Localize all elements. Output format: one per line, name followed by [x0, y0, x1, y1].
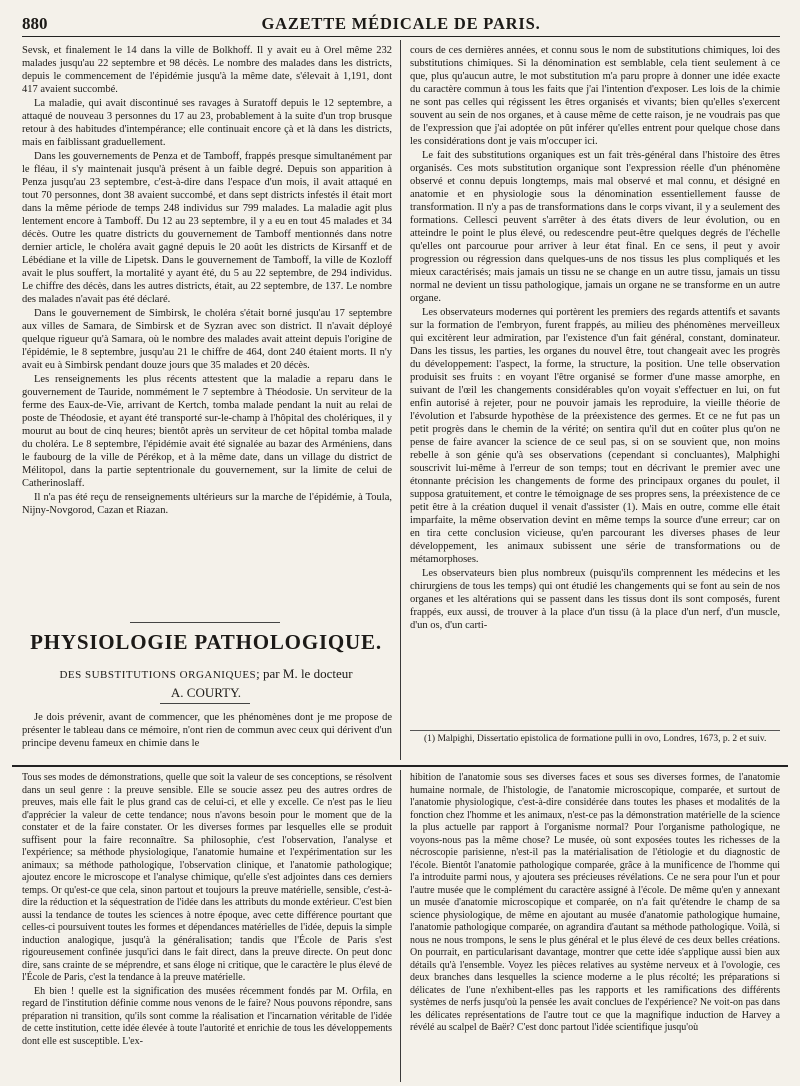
footnote-rule	[410, 730, 780, 731]
section-title: PHYSIOLOGIE PATHOLOGIQUE.	[30, 630, 382, 654]
article-author: A. COURTY.	[170, 685, 242, 700]
cholera-paragraph-5: Les renseignements les plus récents attestent que la maladie a reparu dans le gouvernement de Tauride, nommément le 7 septembre à Théodosie. Un serviteur de la ferme des Eaux-de-Vie, arrivant de Kertch, tomba malade pendant la nuit au relai de poste de Théodosie, et ayant été transporté sur-le-champ à l'hôpital des cholériques, il y mourut au bout de cinq heures; bientôt après un serviteur de cet hôpital tomba malade du choléra. Le 8 septembre, l'épidémie avait été signalée au bazar des Arméniens, dans le faubourg de la ville de Pérékop, et à la même date, dans un village du district de Mélitopol, dans la partie septentrionale du gouvernement, sur la limite de celui de Catherinoslaff.	[22, 374, 392, 489]
article-paragraph-3: Les observateurs modernes qui portèrent les premiers des regards attentifs et savants sur la formation de l'embryon, furent frappés, au milieu des phénomènes merveilleux qui excitèrent leur admiration, par l'existence d'un fait général, constant, dominateur. Dans les tissus, les parties, les organes du nouvel être, tout changeait avec les progrès du développement: l'aspect, la forme, la structure, la position. Une telle observation produisit ses fruits : en voyant l'être organisé se former d'une masse amorphe, en suivant de l'œil les changements considérables qu'on voyait s'effectuer en lui, on fut enfin autorisé à rejeter, pour ne pouvoir jamais les reproduire, la vieille théorie de l'évolution et l'absurde hypothèse de la préexistence des germes. Et ce ne fut pas un petit progrès dans le chemin de la vérité; on sentira qu'il dut en coûter plus qu'on ne pense de faire avancer la science de ce seul pas, si on se souvient que, non moins rebelle à son génie qu'à ses observations (cependant si concluantes), Malphighi souscrivit lui-même à l'erreur de son temps; tout en décrivant le premier avec une étonnante précision les changements de forme des principaux organes du poulet, il supposa gratuitement, et contre le témoignage de ses propres sens, la préexistence de ce petit être à la création duquel il venait d'assister (1). Mais en outre, comme elle était imparfaite, la même observation devint en même temps la source d'une erreur; car on en tira cette conclusion vicieuse, qu'en parcourant les diverses phases de leur développement, les animaux subissent une série de transformations ou de métamorphoses.	[410, 307, 780, 565]
column-divider-lower	[400, 770, 401, 1082]
article-subtitle	[22, 665, 390, 701]
right-column-upper	[410, 44, 780, 632]
article-paragraph-4: Les observateurs bien plus nombreux (puisqu'ils comprennent les médecins et les chirurgiens de tous les temps) qui ont étudié les changements qui se font au sein de nos organes et les altérations qui se passent dans les tissus dont ils sont composés, furent frappés, eux aussi, de trouver à la place d'un tissu (à la place d'un nerf, d'un muscle, d'un os, d'un carti-	[410, 568, 780, 631]
column-divider-upper	[400, 40, 401, 760]
museum-paragraph-3: hibition de l'anatomie sous ses diverses faces et sous ses diverses formes, de l'anatomie humaine normale, de l'histologie, de l'anatomie microscopique, comparée, et surtout de l'anatomie physiologique, c'est-à-dire considérée dans toutes les phases et modalités de la fonction chez l'homme et les animaux, n'est-ce pas la démonstration matérielle de la science la plus actuelle par rapport à l'organisme normal? Pour l'organisme pathologique, ne voyons-nous pas la même chose? Le musée, où sont exposées toutes les richesses de la nécroscopie parisienne, n'est-il pas la matérialisation de l'étiologie et du diagnostic de l'école. Bientôt l'anatomie pathologique comparée, grâce à la munificence de l'homme qui l'a introduite parmi nous, y ajoutera ses précieuses révélations. Ce ne sera pour l'un et pour l'autre musée que le complément du caractère assigné à l'école. De même qu'en y annexant un musée d'anatomie microscopique et comparée, on n'a fait qu'étendre le champ de sa science physiologique, de même en ajoutant au musée d'anatomie pathologique humaine, l'anatomie pathologique comparée, on agrandira d'autant sa méthode pathologique. Voilà, si nous ne nous trompons, le sens le plus général et le plus élevé de ces deux belles créations. On pourrait, en particularisant davantage, montrer que cette idée s'applique aussi bien aux détails qu'à l'ensemble. Voyez les pièces relatives au système nerveux et à l'ovologie, ces deux branches dans lesquelles la science moderne a le plus récolté; les préparations si délicates de l'une n'exhibent-elles pas les rapports et les ramifications des différents systèmes de nerfs jusqu'où la pensée les avait conclues de l'expérience? Ne voit-on pas dans les délicates représentations de l'autre tout ce que la magnifique induction de Harvey a révélé au scalpel de Baër? C'est donc partout l'idée scientifique jusqu'où	[410, 772, 780, 1033]
right-column-lower	[410, 772, 780, 1035]
left-column-intro	[22, 711, 392, 750]
cholera-paragraph-3: Dans les gouvernements de Penza et de Tamboff, frappés presque simultanément par le fléau, il s'y maintenait jusqu'à présent à un faible degré. Depuis son apparition à Penza jusqu'au 23 septembre, c'est-à-dire dans l'espace d'un mois, il avait attaqué en tout 70 personnes, dont 38 avaient succombé, et dans sept districts infestés il était mort dans la même période de temps 248 individus sur 799 malades. La maladie agit plus lentement encore à Tamboff. Du 12 au 23 septembre, il y a eu en tout 45 malades et 34 décès. Outre les quatre districts du gouvernement de Tamboff mentionnés dans notre dernier article, le choléra avait gagné depuis le 20 août les districts de Kirsanff et de Lébédiane et la ville de Lipetsk. Dans le gouvernement de Tamboff, la ville de Kozloff avait le plus souffert, la mortalité y ayant été, du 5 au 22 septembre, de 294 individus. Le chiffre des décès, dans les autres districts, était, au 22 septembre, de 137. Le nombre des malades n'avait pas été déclaré.	[22, 151, 392, 305]
journal-title: GAZETTE MÉDICALE DE PARIS.	[261, 14, 541, 33]
article-paragraph-2: Le fait des substitutions organiques est un fait très-général dans l'histoire des êtres organisés. Ces mots substitution organique sont l'expression réelle d'un phénomène observé et connu depuis longtemps, mais mal observé et mal connu, et désigné en anatomie et en physiologie sous la dénomination essentiellement fausse de transformation. Il n'y a pas de transformations dans le corps vivant, il y a seulement des formations. Cellesci peuvent s'arrêter à des états divers de leur évolution, ou en atteindre le point le plus élevé, ou redescendre peut-être quelques degrés de l'échelle qu'elles ont parcourue pour arriver à leur état final. En ce sens, il peut y avoir progression ou régression dans quelques-uns de nos tissus les plus compliqués et les mieux caractérisés; mais jamais un tissu ne se change en un autre tissu, jamais un tissu normal ne devient un tissu pathologique, jamais un organe ne se transforme en un autre organe.	[410, 150, 780, 304]
cholera-paragraph-4: Dans le gouvernement de Simbirsk, le choléra s'était borné jusqu'au 17 septembre aux villes de Samara, de Simbirsk et de Syzran avec son district. Il n'avait déployé quelque rigueur qu'à Samara, où le nombre des malades avait atteint depuis l'origine de l'épidémie, le 8 septembre, jusqu'au 21 le chiffre de 464, dont 240 étaient morts. Il n'y avait eu à Simbirsk pendant douze jours que 35 malades et 20 décès.	[22, 308, 392, 371]
page-header	[22, 12, 780, 37]
page-section-separator	[12, 765, 788, 767]
cholera-paragraph-1: Sevsk, et finalement le 14 dans la ville de Bolkhoff. Il y avait eu à Orel même 232 malades jusqu'au 22 septembre et 98 décès. Le nombre des malades dans les districts, depuis le commencement de l'épidémie jusqu'à la même date, s'élevait à 1,191, dont 417 avaient succombé.	[22, 45, 392, 95]
footnote: (1) Malpighi, Dissertatio epistolica de formatione pulli in ovo, Londres, 1673, p. 2 et suiv.	[424, 734, 767, 744]
cholera-paragraph-6: Il n'a pas été reçu de renseignements ultérieurs sur la marche de l'épidémie, à Toula, Nijny-Novgorod, Cazan et Riazan.	[22, 492, 392, 516]
article-paragraph-1: cours de ces dernières années, et connu sous le nom de substitutions chimiques, loi des substitutions chimiques. Si la dénomination est semblable, cela tient seulement à ce que, plus qu'aucun autre, le mot substitution m'a paru propre à donner une idée exacte du caractère commun à tous les faits que j'ai l'intention d'exposer. Les lois de la chimie ne sont pas celles qui régissent les êtres organisés et vivants; bien qu'elles s'exercent souvent au sein de nos organes, et à cause même de cette raison, je ne voudrais pas que de l'expression que j'ai adoptée on pût inférer qu'elles entrent pour quelque chose dans les considérations dont je vais m'occuper ici.	[410, 45, 780, 147]
article-subtitle-main: DES SUBSTITUTIONS ORGANIQUES	[59, 669, 257, 681]
cholera-paragraph-2: La maladie, qui avait discontinué ses ravages à Suratoff depuis le 12 septembre, a attaqué de nouveau 3 personnes du 17 au 23, probablement à la suite d'un trop brusque retour à des habitudes d'intempérance; elle continuait encore çà et là dans les districts, mais en faiblissant graduellement.	[22, 98, 392, 148]
left-column-lower	[22, 772, 392, 1048]
title-rule-top	[130, 622, 280, 623]
article-subtitle-byline: ; par M. le docteur	[256, 666, 353, 681]
article-intro-paragraph: Je dois prévenir, avant de commencer, que les phénomènes dont je me propose de présenter le tableau dans ce mémoire, n'ont rien de commun avec ceux qui dérivent d'un principe devenu fameux en chimie dans le	[22, 712, 392, 749]
museum-paragraph-1: Tous ses modes de démonstrations, quelle que soit la valeur de ses conceptions, se résolvent dans un seul genre : la preuve sensible. Elle se soucie assez peu des autres ordres de preuves, mais elle fait le plus grand cas de celui-ci, et elle y excelle. Ce n'est pas le lieu d'apprécier la valeur de cette tendance; nous n'avons besoin pour le moment que de la constater et de la faire constater. Or les diverses formes par lesquelles elle se produit suffisent pour la faire reconnaître. Sa philosophie, c'est l'observation, l'analyse et l'expérience; sa méthode physiologique, l'anatomie humaine et l'expérimentation sur les animaux; sa méthode pathologique, l'observation clinique, et l'anatomie pathologique; ajoutez encore le microscope et l'analyse chimique, qu'elle s'est adjointes dans ces derniers temps. Or qu'est-ce que cela, sinon partout et toujours la preuve matérielle, sensible, c'est-à-dire la réduction et la séquestration de l'idée dans les attributs du monde extérieur. C'est bien aussi la tendance de toutes les sciences à notre époque, avec cette différence pourtant que celles-ci poursuivent toutes les formes et dépendances matérielles de l'idée, depuis la simple induction analogique, jusqu'à la généralisation; tandis que l'École de Paris s'est rigoureusement confinée jusqu'ici dans le fait direct, dans la preuve directe. On peut donc dire, sans crainte de se méprendre, et sans éloge ni critique, que le caractère le plus élevé de l'École de Paris, c'est la tendance à la preuve matérielle.	[22, 772, 392, 983]
title-rule-bottom	[160, 703, 250, 704]
page-number: 880	[22, 14, 48, 33]
museum-paragraph-2: Eh bien ! quelle est la signification des musées récemment fondés par M. Orfila, en regard de l'institution définie comme nous venons de le faire? Nous pouvons répondre, sans préparation ni transition, qu'ils sont comme la réalisation et l'incarnation véritable de l'idée de cette institution, cette idée élevée à toute l'autorité et enrichie de tous les développements dont elle est susceptible. L'ex-	[22, 985, 392, 1047]
left-column-upper	[22, 44, 392, 517]
